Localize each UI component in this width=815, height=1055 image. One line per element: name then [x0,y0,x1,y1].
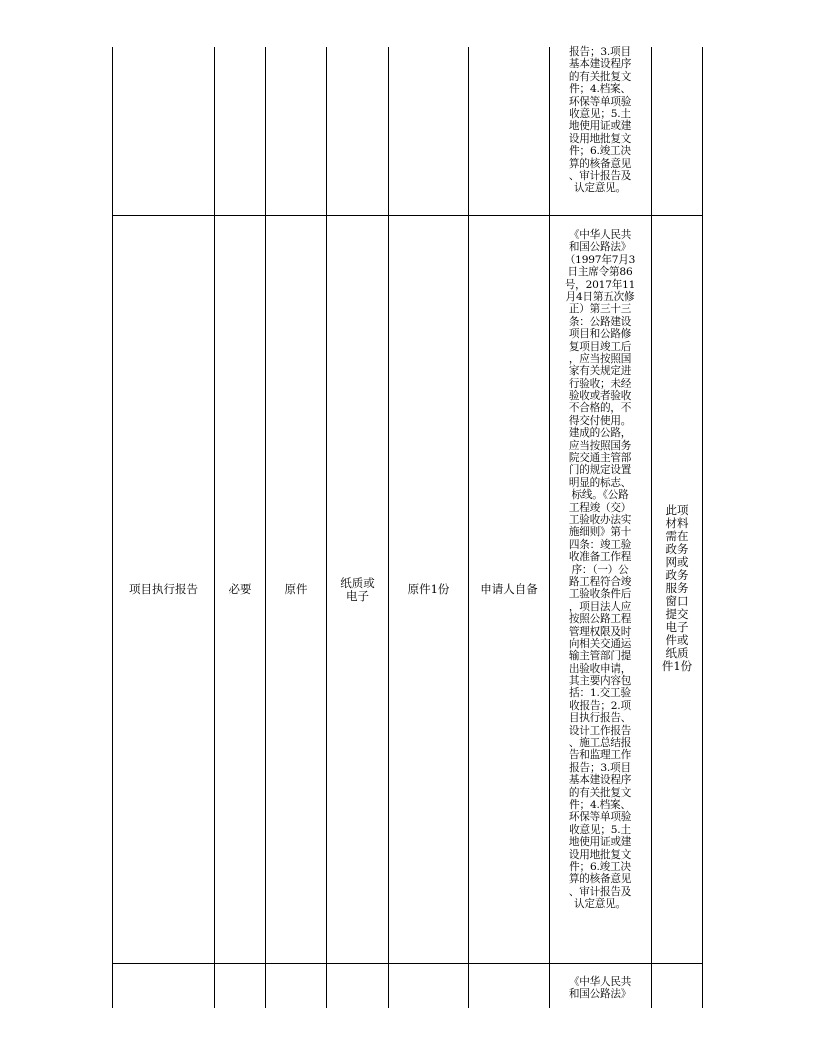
basis-line: 认定意见。 [574,898,626,911]
material-form-line: 纸质或 [340,575,375,590]
copies-cell [389,216,468,963]
material-form-cell [327,216,388,963]
basis-line: 环保等单项验 [568,811,632,824]
basis-line: 件；4.档案、 [569,83,631,96]
basis-line: 《中华人民共 [568,229,632,241]
table-column-divider [651,47,652,1008]
basis-line: 、审计报告及 [568,169,632,182]
material-name-cell [113,216,214,963]
basis-line: 报告；3.项目 [569,761,631,774]
note-line: 网或 [665,555,689,569]
table-column-divider [549,47,550,1008]
basis-line: 、施工总结报 [568,737,632,750]
basis-line: 输主管部门提 [568,650,632,663]
material-form-line: 电子 [346,588,369,603]
basis-line: 认定意见。 [574,182,626,195]
basis-line: 收准备工作程 [568,551,632,564]
basis-line: 的有关批复文 [568,70,632,83]
basis-line: 家有关规定进 [568,365,632,378]
basis-line: 的有关批复文 [568,786,632,799]
necessity: 必要 [228,582,252,596]
basis-line: 序：（一）公 [571,563,629,576]
basis-line: 告和监理工作 [568,749,632,762]
source: 申请人自备 [480,582,538,596]
basis-line: 件；6.竣工决 [569,145,631,158]
basis-line: 路工程符合竣 [568,575,632,588]
basis-line: 号，2017年11 [564,278,636,291]
basis-line: 工验收条件后 [568,588,632,601]
basis-line: 工验收办法实 [568,513,632,526]
basis-line: 地使用证或建 [568,120,632,133]
basis-line: 地使用证或建 [568,836,632,849]
basis-line: 行验收；未经 [568,377,632,390]
basis-line: 收意见；5.土 [569,823,631,836]
basis-line: 验收或者验收 [568,390,632,403]
source-cell [469,216,549,963]
basis-line: 施细则》第十 [568,526,632,539]
note-line: 材料 [665,516,689,530]
basis-line: 件；6.竣工决 [569,860,631,873]
basis-line: 和国公路法》 [568,988,632,1001]
basis-line: 院交通主管部 [568,452,632,465]
table-border-right [702,47,703,1008]
note-line: 需在 [665,529,689,543]
basis-line: 门的规定设置 [568,464,632,477]
note-line: 政务 [665,568,689,582]
basis-line: 不合格的，不 [568,402,632,415]
copies: 原件1份 [407,582,450,596]
basis-line: 收报告；2.项 [569,699,631,712]
basis-line: 出验收申请， [568,662,632,675]
basis-line: 报告；3.项目 [569,46,631,58]
basis-line: ，应当按照国 [568,352,632,365]
basis-line: 和国公路法》 [568,241,632,254]
note-line: 此项 [665,503,689,517]
basis-line: 括：1.交工验 [569,687,631,700]
note-line: 件或 [665,633,689,647]
basis-line: 正）第三十三 [568,303,632,316]
table-row-divider [112,963,703,964]
basis-line: 应当按照国务 [568,439,632,452]
note-line: 窗口 [665,594,689,608]
basis-line: 明显的标志、 [568,476,632,489]
basis-line: 复项目竣工后 [568,340,632,353]
bottom-row-basis-text [553,976,647,1001]
basis-line: 其主要内容包 [568,675,632,688]
main-row-basis-text [553,229,647,910]
basis-line: 件；4.档案、 [569,798,631,811]
basis-line: 设计工作报告 [568,724,632,737]
basis-line: 得交付使用。 [568,414,632,427]
basis-line: 向相关交通运 [568,637,632,650]
basis-line: （1997年7月3 [564,253,636,266]
basis-line: 设用地批复文 [568,848,632,861]
basis-line: 工程竣（交） [568,501,632,514]
note-line: 提交 [665,607,689,621]
top-row-basis-text [553,46,647,195]
basis-line: 日主席令第86 [567,266,633,279]
basis-line: 建成的公路， [568,427,632,440]
note-line: 纸质 [665,646,689,660]
basis-line: 项目和公路修 [568,328,632,341]
basis-line: 基本建设程序 [568,774,632,787]
basis-line: 四条：竣工验 [568,538,632,551]
material-type: 原件 [284,582,308,596]
necessity-cell [215,216,265,963]
note-line: 电子 [665,620,689,634]
material-type-cell [266,216,326,963]
basis-line: ，项目法人应 [568,600,632,613]
basis-line: 按照公路工程 [568,613,632,626]
main-row-note [658,504,696,673]
basis-line: 条：公路建设 [568,315,632,328]
basis-line: 管理权限及时 [568,625,632,638]
basis-line: 标线。《公路 [571,489,629,502]
material-name: 项目执行报告 [129,582,198,596]
basis-line: 算的核备意见 [568,873,632,886]
basis-line: 基本建设程序 [568,58,632,71]
basis-line: 收意见；5.土 [569,107,631,120]
basis-line: 月4日第五次修 [565,290,635,303]
note-line: 服务 [665,581,689,595]
basis-line: 设用地批复文 [568,132,632,145]
basis-line: 、审计报告及 [568,885,632,898]
note-line: 政务 [665,542,689,556]
basis-line: 环保等单项验 [568,95,632,108]
basis-line: 算的核备意见 [568,157,632,170]
basis-line: 《中华人民共 [568,976,632,988]
basis-line: 目执行报告、 [568,712,632,725]
note-line: 件1份 [661,659,693,673]
